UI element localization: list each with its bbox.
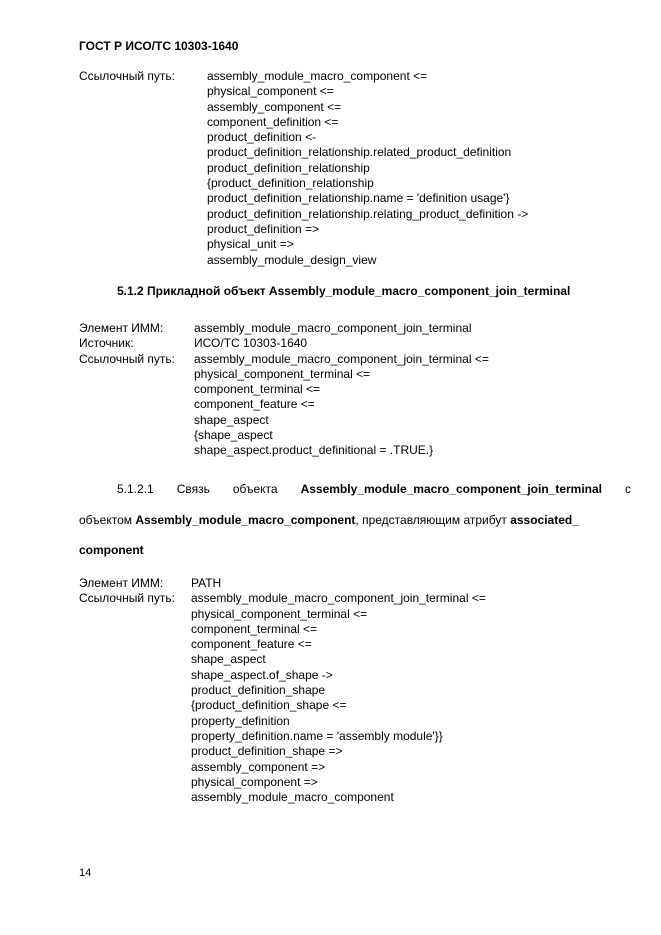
reference-path-line: product_definition_relationship.name = 'definition usage'} [207,191,510,206]
reference-path-label: Ссылочный путь: [79,351,175,366]
reference-path-line: physical_component <= [207,84,334,99]
reference-path-line: shape_aspect.of_shape -> [191,667,333,682]
reference-path-line: assembly_module_macro_component_join_terminal <= [194,351,489,366]
reference-path-line: product_definition_relationship.related_product_definition [207,145,512,160]
reference-path-line: property_definition [191,713,290,728]
subsection-number: 5.1.2.1 [117,482,154,496]
reference-path-lines [194,352,489,459]
reference-path-line: physical_component_terminal <= [191,606,368,621]
line2-entity: Assembly_module_macro_component [135,513,356,527]
reference-path-line: property_definition.name = 'assembly module'}} [191,728,443,743]
reference-path-line: {product_definition_shape <= [191,698,347,713]
reference-path-line: assembly_module_macro_component_join_terminal <= [191,591,486,606]
subsection-5-1-2-1-line3 [79,543,144,557]
line2-prefix: объектом [79,513,136,527]
line2-attribute: associated_ [510,513,579,527]
reference-path-line: {shape_aspect [194,428,273,443]
reference-path-line: product_definition_relationship.relating_product_definition -> [207,206,529,221]
reference-path-line: component_feature <= [194,397,315,412]
reference-path-line: assembly_module_design_view [207,252,377,267]
entity-name: Assembly_module_macro_component_join_terminal [300,482,603,496]
document-header: ГОСТ Р ИСО/ТС 10303-1640 [79,39,239,53]
reference-path-line: assembly_module_macro_component <= [207,69,428,83]
entity-block-2 [79,321,489,459]
reference-path-line: component_terminal <= [194,382,321,397]
reference-path-line: physical_component => [191,774,318,789]
section-heading-5-1-2: 5.1.2 Прикладной объект Assembly_module_macro_component_join_terminal [117,284,571,298]
word-with: с [625,482,631,496]
reference-path-label: Ссылочный путь: [79,69,175,83]
reference-path-line: component_feature <= [191,637,312,652]
reference-path-line: {product_definition_relationship [207,176,374,191]
subsection-5-1-2-1-line1 [117,482,631,496]
reference-path-line: product_definition_shape => [191,744,343,759]
element-label: Элемент ИММ: [79,321,164,335]
source-value: ИСО/ТС 10303-1640 [194,336,308,351]
subsection-5-1-2-1-line2 [79,513,579,527]
reference-path-line: assembly_module_macro_component [191,790,394,805]
reference-path-line: component_terminal <= [191,621,318,636]
reference-path-line: physical_component_terminal <= [194,366,371,381]
reference-path-line: shape_aspect.product_definitional = .TRUE.} [194,443,434,458]
word-object: объекта [232,482,278,496]
element-value: assembly_module_macro_component_join_terminal [194,321,472,335]
reference-path-line: product_definition => [207,221,320,236]
entity-block-3 [79,576,486,805]
reference-path-line: shape_aspect [194,412,269,427]
reference-path-line: assembly_component => [191,759,326,774]
reference-path-line: shape_aspect [191,652,266,667]
line3-attribute: component [79,543,144,557]
reference-path-block-1 [79,69,528,268]
element-value: PATH [191,576,222,590]
reference-path-line: product_definition_shape [191,683,326,698]
element-label: Элемент ИММ: [79,576,164,590]
source-label: Источник: [79,336,134,351]
line2-mid: , представляющим атрибут [355,513,511,527]
reference-path-label: Ссылочный путь: [79,591,175,606]
reference-path-line: product_definition <- [207,130,317,145]
reference-path-line: assembly_component <= [207,99,342,114]
reference-path-lines [191,591,486,805]
reference-path-line: component_definition <= [207,114,339,129]
reference-path-lines [207,69,528,268]
page-number: 14 [79,867,92,879]
reference-path-line: product_definition_relationship [207,160,370,175]
word-link: Связь [176,482,210,496]
reference-path-line: physical_unit => [207,237,294,252]
